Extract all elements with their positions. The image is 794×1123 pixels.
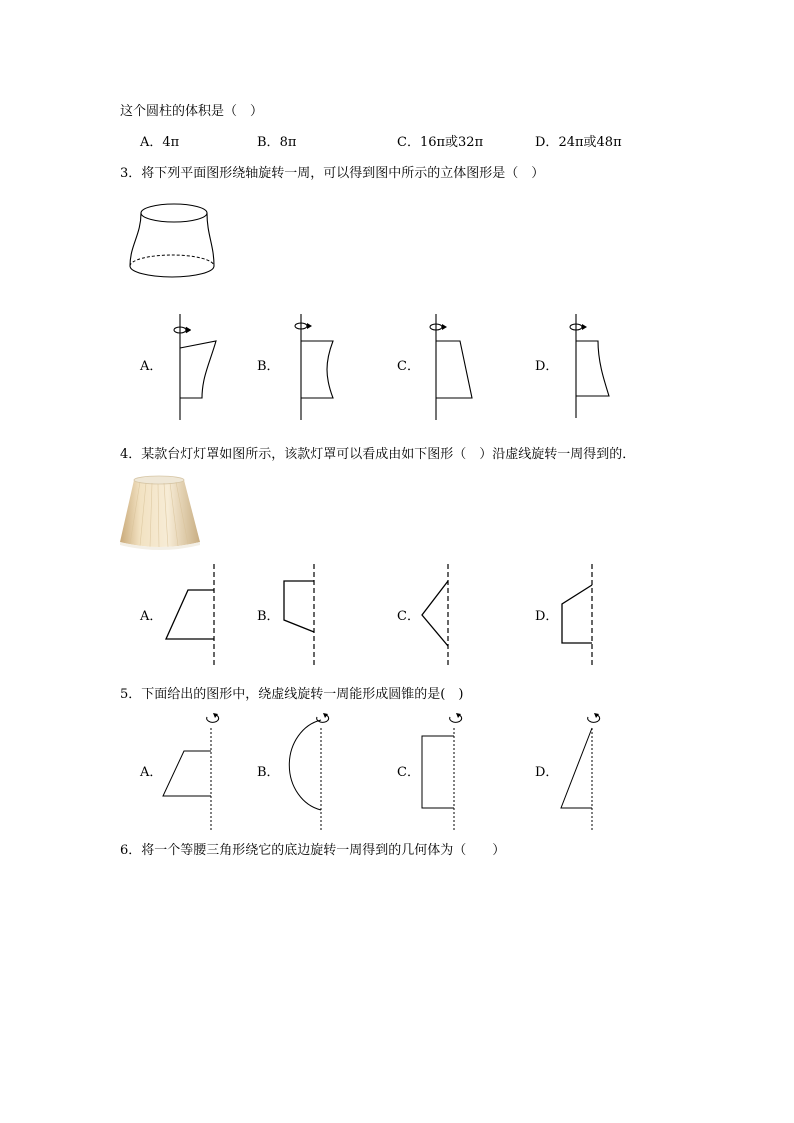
lampshade-body <box>120 480 200 547</box>
q5-option-c-label[interactable]: C． <box>397 765 420 780</box>
q3-option-d-label[interactable]: D． <box>535 359 559 374</box>
q2-option-a[interactable] <box>140 135 179 151</box>
q3-solid-right-side <box>207 213 214 266</box>
q3-option-a-label[interactable]: A． <box>140 359 163 374</box>
q5-option-d-label[interactable]: D． <box>535 765 559 780</box>
q2-option-b-label: B． <box>257 135 280 150</box>
q4-a-shape <box>166 590 214 639</box>
rotation-arrowhead-icon <box>307 323 312 329</box>
q3-b-shape <box>301 341 333 398</box>
q2-stem-tail: 这个圆柱的体积是（ ） <box>120 104 264 119</box>
q5-stem: 5．下面给出的图形中，绕虚线旋转一周能形成圆锥的是( ) <box>120 687 464 702</box>
q4-option-a-figure[interactable] <box>160 562 224 668</box>
q3-option-a-figure[interactable] <box>170 312 220 424</box>
q4-b-shape <box>284 581 314 632</box>
q3-solid-top-ellipse <box>141 204 207 222</box>
q5-option-b-figure[interactable] <box>278 710 342 834</box>
q5-c-shape <box>422 736 454 808</box>
rotation-arrow-icon <box>450 715 462 722</box>
rotation-arrow-icon <box>588 715 600 722</box>
q5-option-d-figure[interactable] <box>556 710 620 834</box>
q4-option-d-figure[interactable] <box>556 562 620 668</box>
q5-option-b-label[interactable]: B． <box>257 765 280 780</box>
q2-option-c[interactable] <box>397 135 483 151</box>
q3-solid-bottom-back <box>130 255 214 266</box>
q5-option-a-label[interactable]: A． <box>140 765 163 780</box>
q4-option-d-label[interactable]: D． <box>535 609 559 624</box>
q4-d-shape <box>562 585 592 643</box>
q5-option-a-figure[interactable] <box>160 710 224 834</box>
q4-option-a-label[interactable]: A． <box>140 609 163 624</box>
rotation-arrowhead-icon <box>186 327 191 333</box>
q3-stem: 3．将下列平面图形绕轴旋转一周，可以得到图中所示的立体图形是（ ） <box>120 166 545 181</box>
q3-frustum-solid-figure <box>126 200 218 286</box>
q4-stem: 4．某款台灯灯罩如图所示，该款灯罩可以看成由如下图形（ ）沿虚线旋转一周得到的． <box>120 447 636 462</box>
q3-option-c-figure[interactable] <box>426 312 476 424</box>
q3-option-d-figure[interactable] <box>566 312 616 424</box>
q5-option-c-figure[interactable] <box>414 710 478 834</box>
q4-option-c-label[interactable]: C． <box>397 609 420 624</box>
q2-option-a-text: 4π <box>162 135 180 150</box>
rotation-arrowhead-icon <box>582 324 587 330</box>
q4-lampshade-photo <box>118 472 204 554</box>
q3-a-shape <box>180 341 216 398</box>
q3-option-c-label[interactable]: C． <box>397 359 420 374</box>
q2-option-d-label: D． <box>535 135 559 150</box>
q6-stem: 6．将一个等腰三角形绕它的底边旋转一周得到的几何体为（ ） <box>120 843 506 858</box>
q4-option-b-figure[interactable] <box>278 562 342 668</box>
q4-option-c-figure[interactable] <box>414 562 478 668</box>
q2-option-b[interactable] <box>257 135 296 151</box>
q4-option-b-label[interactable]: B． <box>257 609 280 624</box>
q3-option-b-label[interactable]: B． <box>257 359 280 374</box>
q2-option-d[interactable] <box>535 135 622 151</box>
rotation-arrowhead-icon <box>442 324 447 330</box>
q2-option-a-label: A． <box>140 135 163 150</box>
q5-b-semicircle <box>289 720 321 810</box>
q4-c-shape <box>422 581 448 646</box>
lampshade-top-rim <box>134 476 184 484</box>
q3-c-shape <box>436 341 472 398</box>
q3-solid-bottom-front <box>130 266 214 277</box>
q2-option-c-text: 16π或32π <box>419 135 484 150</box>
q5-d-shape <box>561 728 592 808</box>
rotation-arrow-icon <box>207 715 219 722</box>
q3-d-shape <box>576 341 609 396</box>
q3-option-b-figure[interactable] <box>291 312 341 424</box>
q2-option-c-label: C． <box>397 135 420 150</box>
q2-option-d-text: 24π或48π <box>558 135 622 150</box>
q5-a-shape <box>163 751 211 796</box>
q3-solid-left-side <box>130 213 141 266</box>
q2-option-b-text: 8π <box>279 135 297 150</box>
